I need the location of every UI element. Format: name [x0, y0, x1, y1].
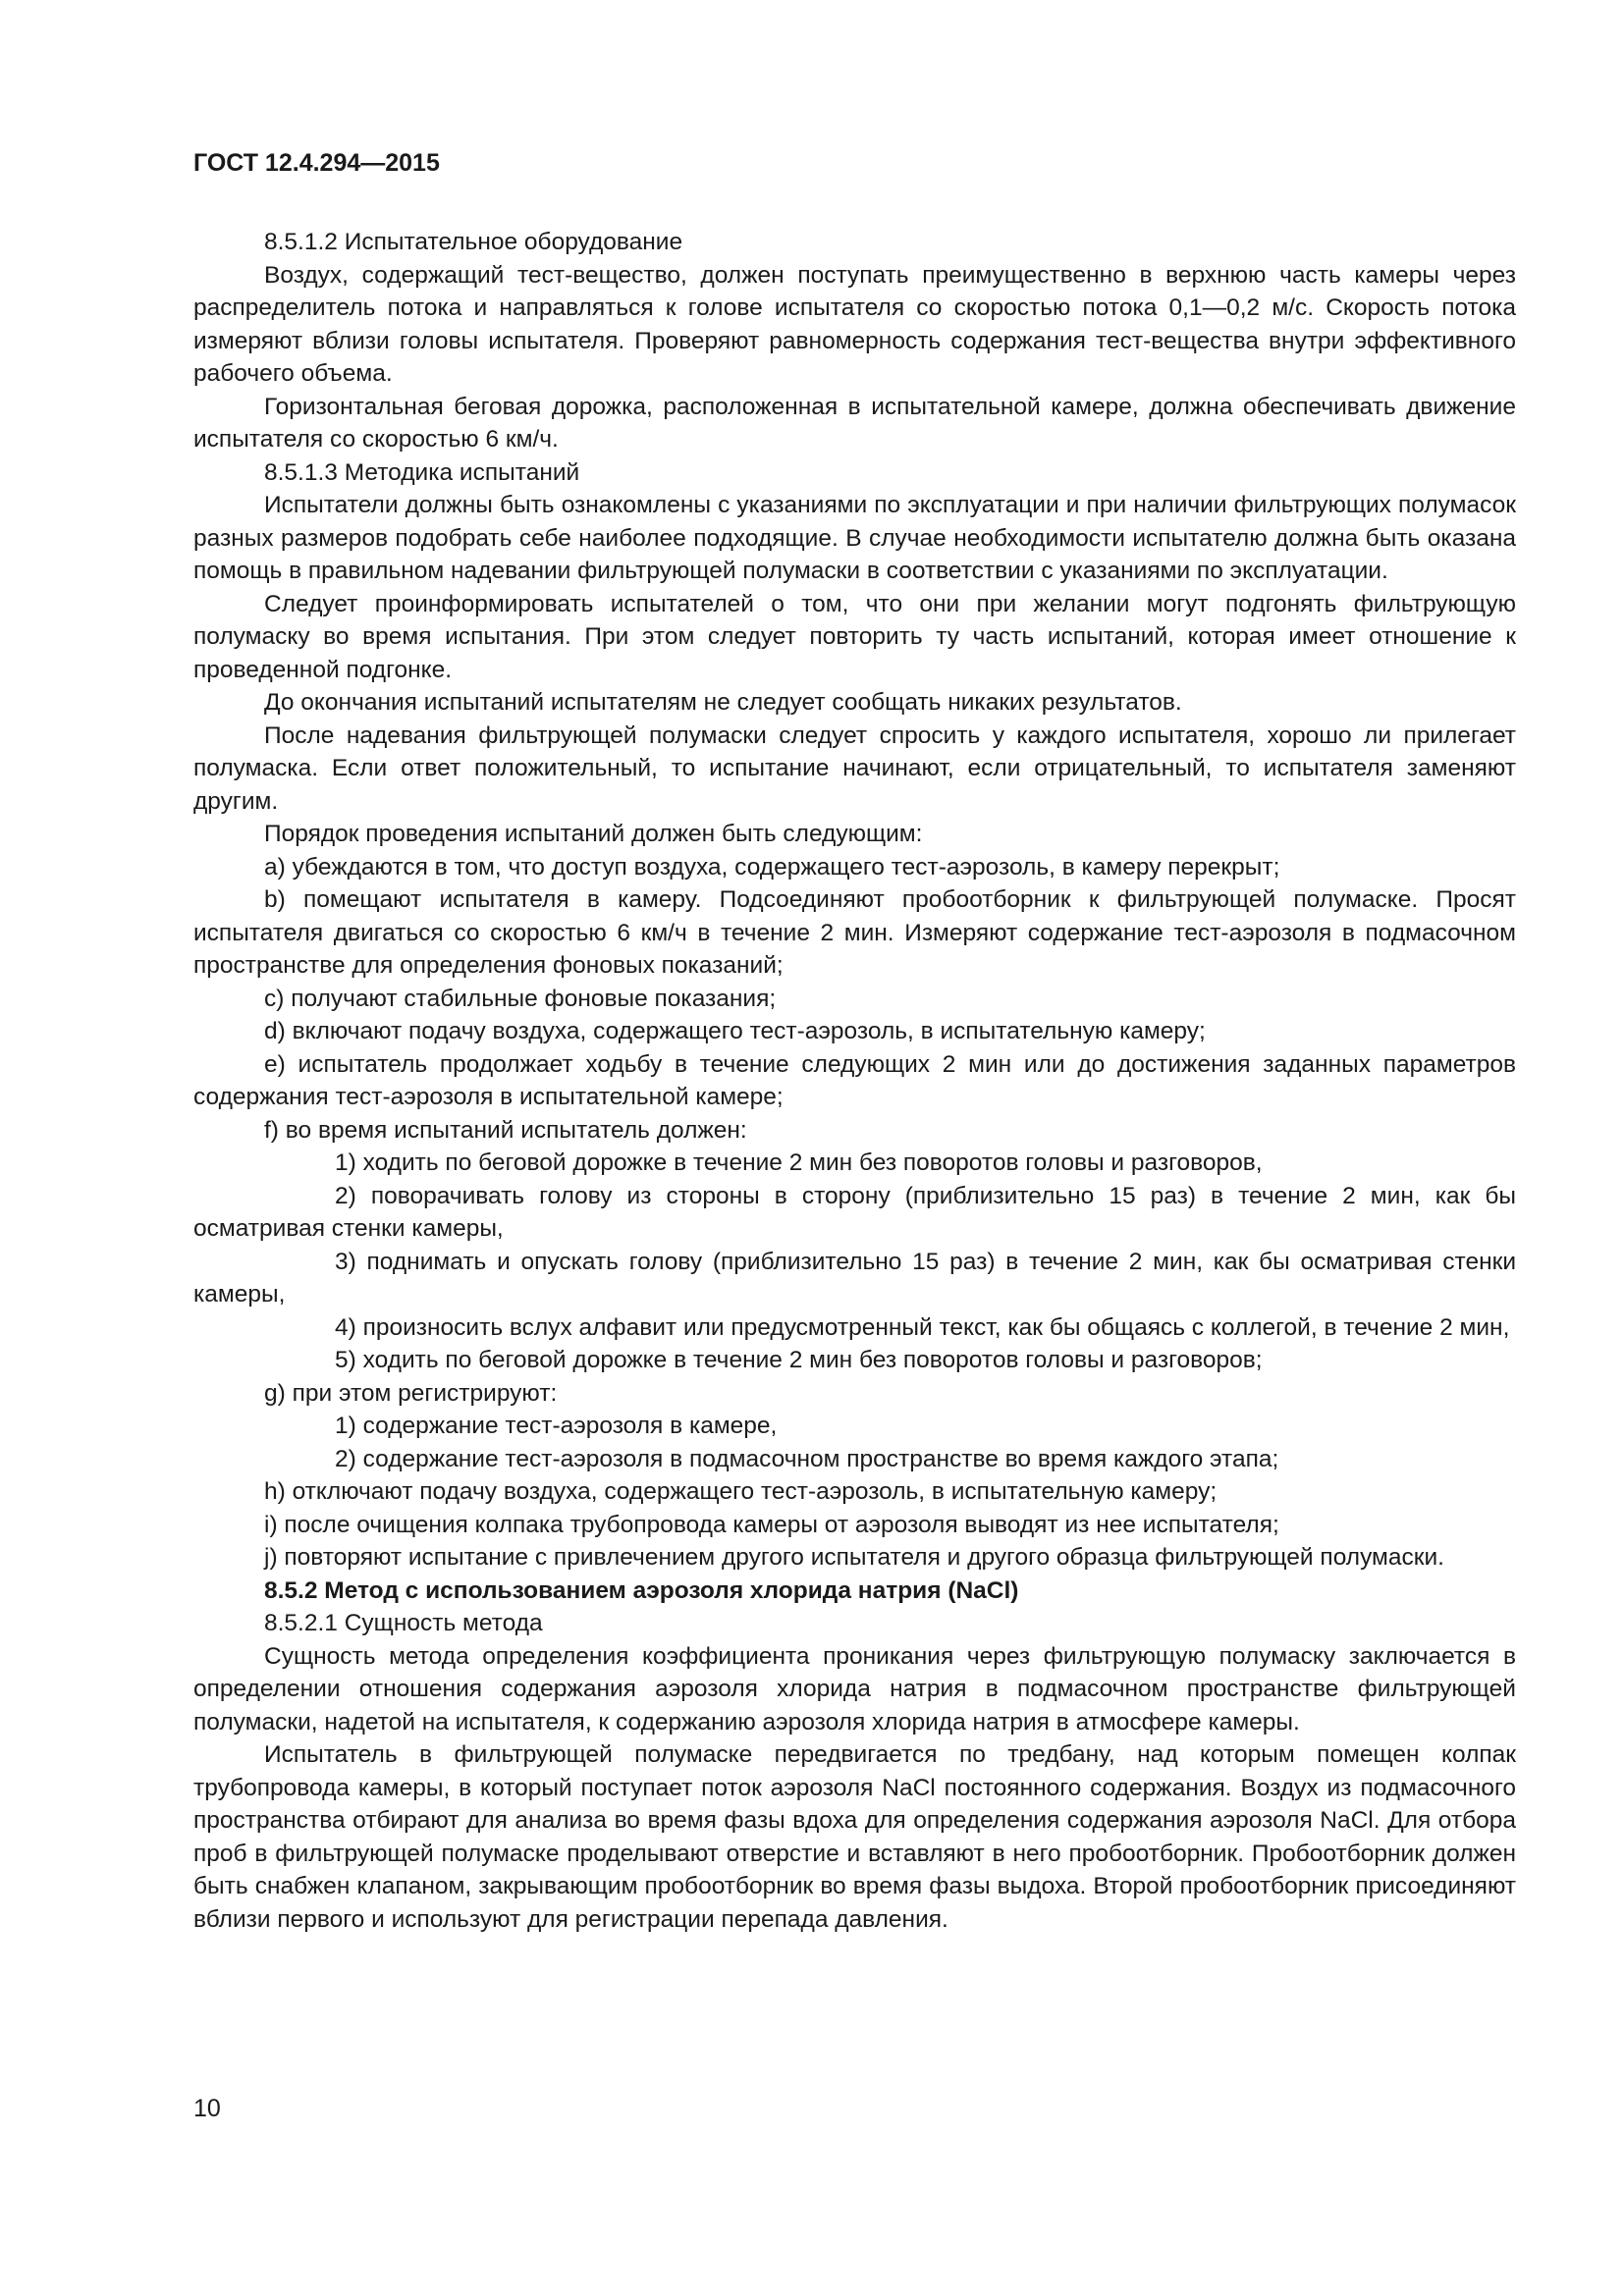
sub-list-item: 4) произносить вслух алфавит или предусмотренный текст, как бы общаясь с коллегой, в течение 2 мин, [335, 1313, 1510, 1341]
list-item: a) убеждаются в том, что доступ воздуха, содержащего тест-аэрозоль, в камеру перекрыт; [264, 853, 1280, 881]
paragraph: Следует проинформировать испытателей о том, что они при желании могут подгонять фильтрующую полумаску во время испытания. При этом следует повторить ту часть испытаний, которая имеет отношение к проведенной подгонке. [193, 590, 1516, 683]
subsection-heading: 8.5.2.1 Сущность метода [264, 1610, 543, 1636]
paragraph: Испытатели должны быть ознакомлены с указаниями по эксплуатации и при наличии фильтрующих полумасок разных размеров подобрать себе наиболее подходящие. В случае необходимости испытателю должна быть оказана помощь в правильном надевании фильтрующей полумаски в соответствии с указаниями по эксплуатации. [193, 492, 1516, 584]
sub-list-item: 2) поворачивать голову из стороны в сторону (приблизительно 15 раз) в течение 2 мин, как бы осматривая стенки камеры, [193, 1182, 1516, 1242]
page-number: 10 [193, 2095, 221, 2122]
paragraph: До окончания испытаний испытателям не следует сообщать никаких результатов. [264, 689, 1182, 716]
paragraph: Воздух, содержащий тест-вещество, должен поступать преимущественно в верхнюю часть камеры через распределитель потока и направляться к голове испытателя со скоростью потока 0,1—0,2 м/с. Скорость потока измеряют вблизи головы испытателя. Проверяют равномерность содержания тест-вещества внутри эффективного рабочего объема. [193, 261, 1516, 387]
paragraph: После надевания фильтрующей полумаски следует спросить у каждого испытателя, хорошо ли прилегает полумаска. Если ответ положительный, то испытание начинают, если отрицательный, то испытателя заменяют другим. [193, 721, 1516, 815]
sub-list-item: 1) ходить по беговой дорожке в течение 2 мин без поворотов головы и разговоров, [335, 1149, 1263, 1176]
paragraph: Испытатель в фильтрующей полумаске передвигается по тредбану, над которым помещен колпак трубопровода камеры, в который поступает поток аэрозоля NaCl постоянного содержания. Воздух из подмасочного пространства отбирают для анализа во время фазы вдоха для определения содержания аэрозоля NaCl. Для отбора проб в фильтрующей полумаске проделывают отверстие и вставляют в него пробоотборник. Пробоотборник должен быть снабжен клапаном, закрывающим пробоотборник во время фазы выдоха. Второй пробоотборник присоединяют вблизи первого и используют для регистрации перепада давления. [193, 1741, 1516, 1933]
list-item: c) получают стабильные фоновые показания; [264, 985, 777, 1012]
paragraph: Горизонтальная беговая дорожка, расположенная в испытательной камере, должна обеспечивать движение испытателя со скоростью 6 км/ч. [193, 393, 1516, 453]
paragraph: Порядок проведения испытаний должен быть следующим: [264, 821, 923, 847]
sub-list-item: 1) содержание тест-аэрозоля в камере, [335, 1413, 778, 1439]
document-header: ГОСТ 12.4.294—2015 [193, 149, 440, 177]
list-item: i) после очищения колпака трубопровода камеры от аэрозоля выводят из нее испытателя; [264, 1511, 1279, 1538]
document-body [193, 226, 1516, 1936]
sub-list-item: 2) содержание тест-аэрозоля в подмасочном пространстве во время каждого этапа; [335, 1445, 1279, 1472]
subsection-heading: 8.5.1.3 Методика испытаний [264, 458, 580, 486]
list-item: e) испытатель продолжает ходьбу в течение следующих 2 мин или до достижения заданных параметров содержания тест-аэрозоля в испытательной камере; [193, 1050, 1516, 1110]
list-item: b) помещают испытателя в камеру. Подсоединяют пробоотборник к фильтрующей полумаске. Просят испытателя двигаться со скоростью 6 км/ч в течение 2 мин. Измеряют содержание тест-аэрозоля в подмасочном пространстве для определения фоновых показаний; [193, 886, 1516, 979]
list-item: h) отключают подачу воздуха, содержащего тест-аэрозоль, в испытательную камеру; [264, 1478, 1218, 1505]
list-item: g) при этом регистрируют: [264, 1379, 558, 1407]
subsection-heading: 8.5.1.2 Испытательное оборудование [264, 229, 683, 255]
sub-list-item: 3) поднимать и опускать голову (приблизительно 15 раз) в течение 2 мин, как бы осматривая стенки камеры, [193, 1248, 1516, 1308]
list-item: d) включают подачу воздуха, содержащего тест-аэрозоль, в испытательную камеру; [264, 1018, 1206, 1044]
list-item: f) во время испытаний испытатель должен: [264, 1116, 747, 1144]
sub-list-item: 5) ходить по беговой дорожке в течение 2 мин без поворотов головы и разговоров; [335, 1347, 1263, 1373]
section-heading: 8.5.2 Метод с использованием аэрозоля хлорида натрия (NaCl) [264, 1576, 1019, 1604]
list-item: j) повторяют испытание с привлечением другого испытателя и другого образца фильтрующей полумаски. [264, 1544, 1444, 1571]
paragraph: Сущность метода определения коэффициента проникания через фильтрующую полумаску заключается в определении отношения содержания аэрозоля хлорида натрия в подмасочном пространстве фильтрующей полумаски, надетой на испытателя, к содержанию аэрозоля хлорида натрия в атмосфере камеры. [193, 1642, 1516, 1735]
